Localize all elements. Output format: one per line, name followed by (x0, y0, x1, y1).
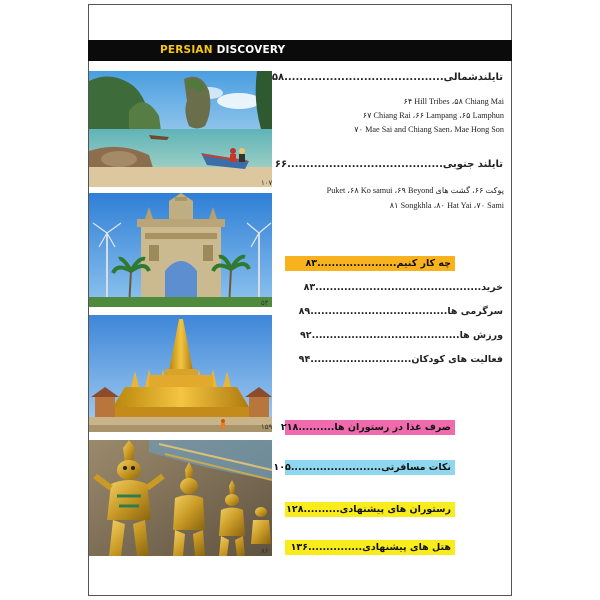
south-subtopics-line-1: پوکت ۶۶، گشت های Puket ،۶۸ Ko samui ،۶۹ Beyond (326, 186, 504, 195)
toc-title: تایلند جنوبی (442, 159, 503, 170)
toc-leader-dots: ............................ (310, 354, 412, 365)
toc-entry-recommended-restaurants[interactable] (285, 502, 455, 517)
banner-title (160, 44, 285, 56)
toc-page-number: ۲۱۸ (280, 422, 299, 433)
photo-page-number: ۸۶ (261, 547, 269, 555)
toc-entry-what-to-do[interactable] (285, 256, 455, 271)
temple-guardian-statues-photo (89, 440, 272, 556)
patuxai-monument-photo (89, 193, 272, 307)
toc-page-number: ۱۳۶ (290, 542, 309, 553)
golden-stupa-photo (89, 315, 272, 432)
toc-entry-dining[interactable] (280, 420, 455, 435)
toc-title: نکات مسافرتی (381, 462, 451, 473)
photo-page-number: ۱۰۷ (261, 179, 273, 187)
toc-title: صرف غذا در رستوران ها (334, 422, 451, 433)
toc-title: تایلندشمالی (443, 72, 503, 83)
toc-entry-sports[interactable] (300, 330, 503, 341)
toc-page-number: ۸۳ (305, 258, 318, 269)
toc-title: رستوران های پیشنهادی (339, 504, 451, 515)
toc-leader-dots: ...................................... (310, 306, 448, 317)
toc-page-number: ۱۰۵ (273, 462, 291, 473)
north-subtopics-line-2: ۶۷ Chiang Rai ،۶۶ Lampang ،۶۵ Lamphun (362, 111, 504, 120)
header-banner (88, 40, 512, 61)
toc-leader-dots: ......................... (290, 462, 382, 473)
photo-page-number: ۵۴ (261, 299, 269, 307)
toc-entry-kids-activities[interactable] (298, 354, 503, 365)
banner-word-persian: PERSIAN (160, 44, 213, 56)
toc-leader-dots: ...................... (317, 258, 397, 269)
toc-page-number: ۸۹ (298, 306, 311, 317)
toc-title: ورزش ها (459, 330, 503, 341)
toc-entry-travel-tips[interactable] (273, 460, 455, 475)
toc-page-number: ۹۴ (298, 354, 311, 365)
north-subtopics-line-1: ۶۴ Hill Tribes ،۵۸ Chiang Mai (403, 97, 504, 106)
toc-entry-shopping[interactable] (303, 282, 503, 293)
south-subtopics-line-2: ۸۱ Songkhla ،۸۰ Hat Yai ،۷۰ Sami (389, 201, 504, 210)
toc-entry-north-thailand[interactable] (271, 72, 503, 83)
toc-leader-dots: .......... (298, 422, 335, 433)
toc-title: هتل های پیشنهادی (362, 542, 451, 553)
toc-page-number: ۸۳ (303, 282, 316, 293)
toc-page-number: ۱۲۸ (286, 504, 304, 515)
toc-leader-dots: .......... (303, 504, 340, 515)
limestone-bay-boat-photo (89, 71, 272, 187)
toc-leader-dots: ......................................... (311, 330, 460, 341)
toc-page-number: ۹۲ (300, 330, 312, 341)
toc-entry-recommended-hotels[interactable] (285, 540, 455, 555)
toc-entry-south-thailand[interactable] (274, 159, 503, 170)
toc-leader-dots: .......................................... (284, 72, 444, 83)
toc-entry-entertainment[interactable] (298, 306, 503, 317)
north-subtopics-line-3: ۷۰ Mae Sai and Chiang Saen، Mae Hong Son (354, 125, 504, 134)
toc-title: فعالیت های کودکان (411, 354, 503, 365)
banner-word-discovery: DISCOVERY (216, 44, 286, 56)
toc-leader-dots: ............... (308, 542, 363, 553)
toc-title: خرید (481, 282, 503, 293)
toc-title: سرگرمی ها (447, 306, 503, 317)
toc-page-number: ۵۸ (271, 72, 285, 83)
toc-leader-dots: ......................................... (287, 159, 443, 170)
toc-leader-dots: .............................................. (315, 282, 482, 293)
toc-title: چه کار کنیم (396, 258, 451, 269)
photo-page-number: ۱۵۹ (261, 423, 273, 431)
toc-page-number: ۶۶ (274, 159, 288, 170)
